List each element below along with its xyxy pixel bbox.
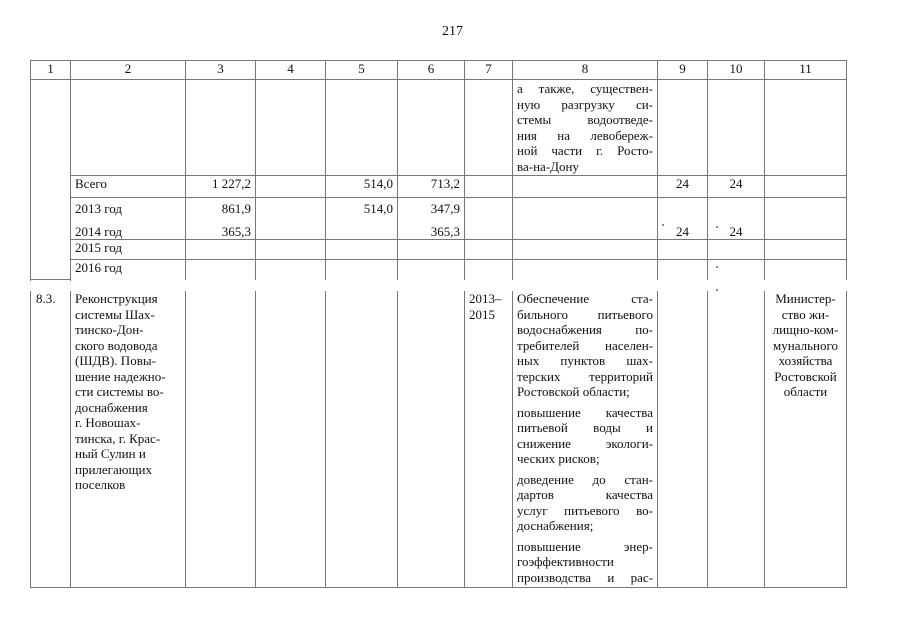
header-cell: 6 xyxy=(398,61,465,80)
scan-speck xyxy=(716,226,718,228)
table-row xyxy=(31,198,847,240)
value-regional: 713,2 xyxy=(398,176,465,198)
header-cell: 7 xyxy=(465,61,513,80)
item-number: 8.3. xyxy=(31,291,71,587)
continuation-row xyxy=(31,80,847,176)
scan-speck xyxy=(716,289,718,291)
header-cell: 11 xyxy=(765,61,847,80)
row-label: 2013 год xyxy=(75,201,122,216)
value-col10: 24 xyxy=(729,223,743,239)
table-row xyxy=(31,176,847,198)
cell-number-empty xyxy=(31,80,71,280)
header-cell: 10 xyxy=(708,61,765,80)
header-cell: 3 xyxy=(186,61,256,80)
item-8-3-block xyxy=(30,291,847,588)
item-expected-results: Обеспечение ста- бильного питьевого водоснабжения по- требителей населен- ных пунктов шах- терских территорий Ростовской области; повышение качества питьевой воды и снижение экологи- ческих рисков; доведение до стан- дартов качества услуг питьевого во- доснабжения; повышение энер- гоэффективности производства и рас- xyxy=(513,291,658,587)
value-total: 365,3 xyxy=(221,223,251,239)
header-cell: 8 xyxy=(513,61,658,80)
program-table xyxy=(30,60,847,280)
value-total: 1 227,2 xyxy=(186,176,256,198)
scan-speck xyxy=(716,266,718,268)
row-label: Всего xyxy=(71,176,186,198)
table-row xyxy=(31,260,847,280)
header-cell: 4 xyxy=(256,61,326,80)
table-row xyxy=(31,240,847,260)
value-col10: 24 xyxy=(708,176,765,198)
header-row xyxy=(31,61,847,80)
expected-results-continued: а также, существен- ную разгрузку си- стемы водоотведе- ния на левобереж- ной части г. Росто- ва-на-Дону xyxy=(513,80,658,176)
item-period: 2013– 2015 xyxy=(465,291,513,587)
scan-speck xyxy=(662,224,664,226)
item-responsible: Министер- ство жи- лищно-ком- мунального хозяйства Ростовской области xyxy=(765,291,847,587)
header-cell: 5 xyxy=(326,61,398,80)
value-total: 861,9 xyxy=(221,201,251,216)
value-col9: 24 xyxy=(676,223,689,239)
header-cell: 1 xyxy=(31,61,71,80)
item-row xyxy=(31,291,847,587)
row-label: 2016 год xyxy=(71,260,186,280)
value-regional: 365,3 xyxy=(430,223,460,239)
page-number: 217 xyxy=(442,24,463,39)
value-regional: 347,9 xyxy=(430,201,460,216)
value-col9: 24 xyxy=(658,176,708,198)
row-label: 2014 год xyxy=(75,223,122,239)
row-label: 2015 год xyxy=(71,240,186,260)
value-federal: 514,0 xyxy=(363,201,393,216)
header-cell: 2 xyxy=(71,61,186,80)
value-federal: 514,0 xyxy=(326,176,398,198)
header-cell: 9 xyxy=(658,61,708,80)
item-name: Реконструкция системы Шах- тинско-Дон- ского водовода (ШДВ). Повы- шение надежно- сти системы во- доснабжения г. Новошах- тинска, г. Крас- ный Сулин и прилегающих поселков xyxy=(71,291,186,587)
